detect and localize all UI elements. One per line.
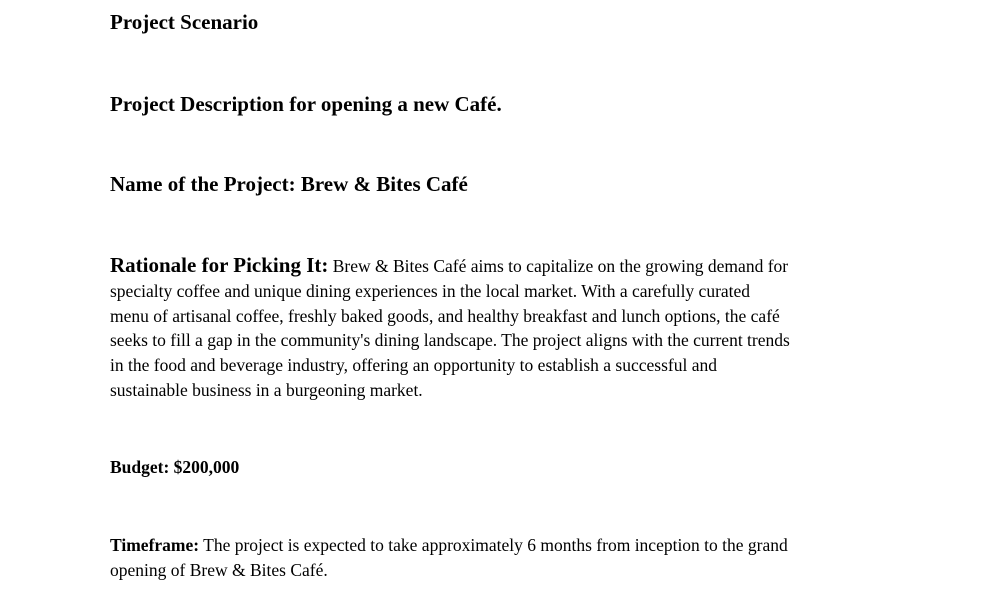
rationale-line: sustainable business in a burgeoning market. [110,379,423,400]
rationale-line: menu of artisanal coffee, freshly baked goods, and healthy breakfast and lunch options, the café [110,305,780,326]
budget-line: Budget: $200,000 [110,457,240,477]
rationale-section [110,253,900,403]
timeframe-text: The project is expected to take approximately 6 months from inception to the grand [199,535,788,555]
document-title: Project Scenario [110,10,259,34]
rationale-label: Rationale for Picking It: [110,253,329,277]
description-heading: Project Description for opening a new Café. [110,92,502,116]
rationale-line [110,253,900,279]
timeframe-section [110,533,900,582]
project-name-heading: Name of the Project: Brew & Bites Café [110,172,468,196]
timeframe-line: opening of Brew & Bites Café. [110,559,328,580]
rationale-line: seeks to fill a gap in the community's dining landscape. The project aligns with the current trends [110,330,790,351]
rationale-line: in the food and beverage industry, offering an opportunity to establish a successful and [110,355,717,376]
rationale-line: specialty coffee and unique dining experiences in the local market. With a carefully curated [110,280,751,301]
timeframe-line [110,533,900,558]
timeframe-label: Timeframe: [110,535,200,555]
rationale-text: Brew & Bites Café aims to capitalize on the growing demand for [328,256,789,276]
